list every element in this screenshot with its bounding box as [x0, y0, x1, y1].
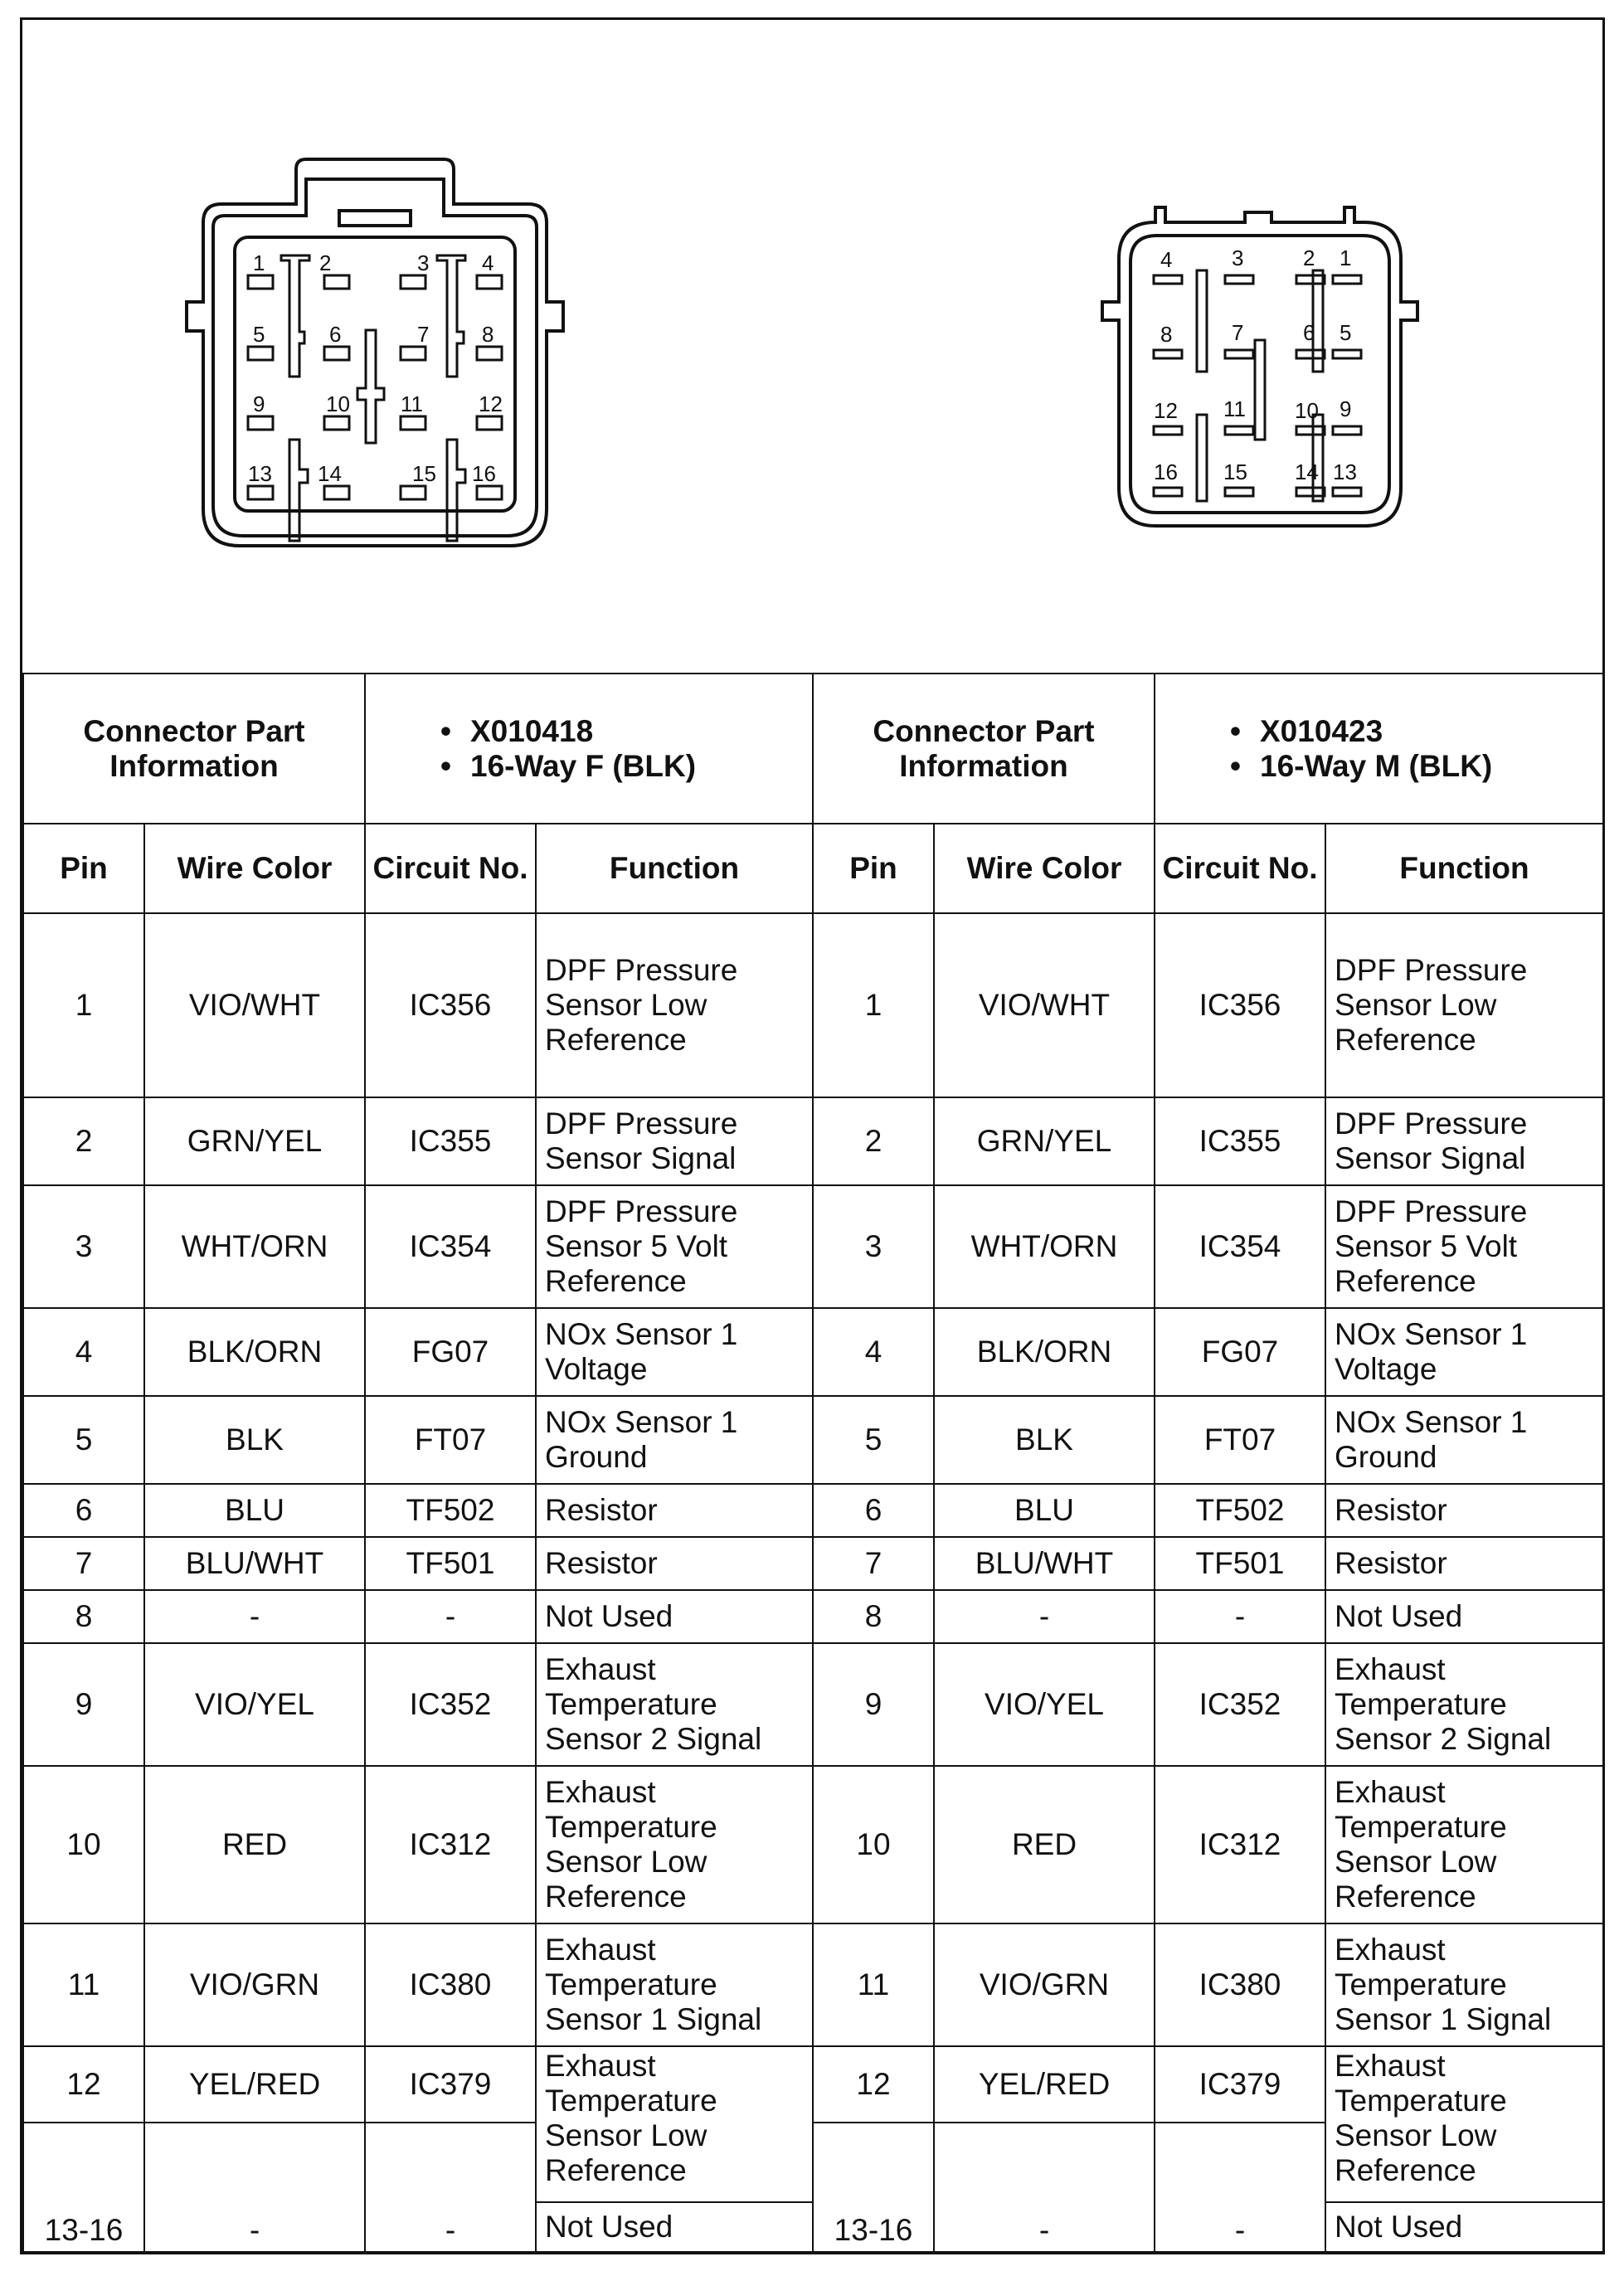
left-pin-label: 9	[253, 391, 265, 416]
wire-color-cell: VIO/GRN	[934, 1923, 1155, 2046]
function-cell: DPF Pressure Sensor 5 Volt Reference	[536, 1185, 813, 1308]
connector-sheet	[20, 17, 1605, 2254]
header-function: Function	[1325, 824, 1603, 913]
function-cell: Resistor	[1325, 1537, 1603, 1590]
circuit-cell: IC354	[365, 1185, 536, 1308]
function-cell: Resistor	[536, 1537, 813, 1590]
header-pin: Pin	[813, 824, 934, 913]
pin-cell: 7	[23, 1537, 144, 1590]
wire-color-cell: BLK	[144, 1396, 365, 1484]
left-pin-label: 5	[253, 322, 265, 347]
function-cell: NOx Sensor 1 Ground	[1325, 1396, 1603, 1484]
function-cell: Exhaust Temperature Sensor 1 Signal	[1325, 1923, 1603, 2046]
function-cell: Resistor	[1325, 1484, 1603, 1537]
wire-color-cell: BLU/WHT	[144, 1537, 365, 1590]
right-pin-label: 16	[1154, 460, 1178, 484]
pin-cell: 13-16	[23, 2123, 144, 2252]
pin-cell: 11	[813, 1923, 934, 2046]
right-pin-label: 10	[1295, 398, 1319, 423]
right-pin-label: 14	[1295, 460, 1319, 484]
left-pin-label: 14	[318, 461, 342, 486]
connector-description: • 16-Way F (BLK)	[440, 749, 812, 784]
table-row	[23, 1590, 1603, 1643]
pin-cell: 8	[23, 1590, 144, 1643]
right-pin-label: 12	[1154, 398, 1178, 423]
connector-female-face-icon	[163, 144, 595, 609]
table-row	[23, 1097, 1603, 1185]
header-pin: Pin	[23, 824, 144, 913]
left-pin-label: 7	[417, 322, 430, 347]
wire-color-cell: WHT/ORN	[934, 1185, 1155, 1308]
wire-color-cell: RED	[934, 1766, 1155, 1923]
pin-cell: 2	[23, 1097, 144, 1185]
pin-cell: 13-16	[813, 2123, 934, 2252]
pin-cell: 10	[23, 1766, 144, 1923]
right-pin-label: 2	[1303, 246, 1315, 270]
wire-color-cell: BLK	[934, 1396, 1155, 1484]
circuit-cell: FG07	[1155, 1308, 1325, 1396]
function-cell: Not Used	[1325, 2202, 1603, 2252]
pin-cell: 3	[813, 1185, 934, 1308]
circuit-cell: IC312	[1155, 1766, 1325, 1923]
circuit-cell: IC354	[1155, 1185, 1325, 1308]
right-pin-label: 5	[1340, 320, 1352, 345]
function-cell: Exhaust Temperature Sensor 2 Signal	[1325, 1643, 1603, 1766]
left-pin-label: 11	[401, 391, 423, 416]
left-pin-label: 16	[472, 461, 496, 486]
left-pin-label: 15	[412, 461, 436, 486]
right-pin-label: 9	[1340, 396, 1352, 421]
circuit-cell: IC352	[1155, 1643, 1325, 1766]
pin-cell: 10	[813, 1766, 934, 1923]
circuit-cell: FT07	[365, 1396, 536, 1484]
connector-description: • 16-Way M (BLK)	[1230, 749, 1602, 784]
wire-color-cell: VIO/YEL	[934, 1643, 1155, 1766]
wire-color-cell: -	[144, 2123, 365, 2252]
pin-cell: 7	[813, 1537, 934, 1590]
function-cell: NOx Sensor 1 Voltage	[536, 1308, 813, 1396]
wire-color-cell: YEL/RED	[144, 2046, 365, 2123]
table-row	[23, 1766, 1603, 1923]
left-pin-label: 8	[482, 322, 494, 347]
circuit-cell: IC356	[365, 913, 536, 1097]
function-cell: DPF Pressure Sensor Signal	[1325, 1097, 1603, 1185]
function-cell: Exhaust Temperature Sensor Low Reference	[1325, 2046, 1603, 2202]
right-pin-label: 11	[1223, 396, 1246, 421]
left-pin-label: 6	[329, 322, 342, 347]
pin-cell: 11	[23, 1923, 144, 2046]
pin-cell: 6	[813, 1484, 934, 1537]
header-wire-color: Wire Color	[934, 824, 1155, 913]
header-function: Function	[536, 824, 813, 913]
left-pin-label: 10	[326, 391, 350, 416]
wire-color-cell: WHT/ORN	[144, 1185, 365, 1308]
function-cell: Not Used	[536, 1590, 813, 1643]
connector-diagram-area	[22, 20, 1602, 673]
function-cell: Not Used	[1325, 1590, 1603, 1643]
circuit-cell: IC356	[1155, 913, 1325, 1097]
pin-cell: 9	[23, 1643, 144, 1766]
wire-color-cell: -	[934, 2123, 1155, 2252]
wire-color-cell: -	[934, 1590, 1155, 1643]
left-pin-label: 1	[253, 250, 265, 275]
left-pin-label: 3	[417, 250, 430, 275]
right-pin-label: 4	[1160, 247, 1173, 272]
function-cell: NOx Sensor 1 Voltage	[1325, 1308, 1603, 1396]
function-cell: Exhaust Temperature Sensor 2 Signal	[536, 1643, 813, 1766]
function-cell: DPF Pressure Sensor 5 Volt Reference	[1325, 1185, 1603, 1308]
right-pin-label: 15	[1223, 460, 1247, 484]
circuit-cell: TF501	[365, 1537, 536, 1590]
circuit-cell: TF502	[1155, 1484, 1325, 1537]
pin-cell: 6	[23, 1484, 144, 1537]
circuit-cell: FG07	[365, 1308, 536, 1396]
wire-color-cell: BLU/WHT	[934, 1537, 1155, 1590]
pin-cell: 1	[23, 913, 144, 1097]
circuit-cell: -	[1155, 1590, 1325, 1643]
pin-cell: 9	[813, 1643, 934, 1766]
pin-cell: 4	[23, 1308, 144, 1396]
table-row	[23, 1643, 1603, 1766]
function-cell: DPF Pressure Sensor Low Reference	[536, 913, 813, 1097]
function-cell: Resistor	[536, 1484, 813, 1537]
header-circuit: Circuit No.	[1155, 824, 1325, 913]
circuit-cell: IC380	[365, 1923, 536, 2046]
wire-color-cell: GRN/YEL	[144, 1097, 365, 1185]
function-cell: Exhaust Temperature Sensor Low Reference	[536, 1766, 813, 1923]
function-cell: Exhaust Temperature Sensor Low Reference	[1325, 1766, 1603, 1923]
pin-cell: 12	[813, 2046, 934, 2123]
right-pin-label: 1	[1340, 246, 1352, 270]
pin-cell: 12	[23, 2046, 144, 2123]
function-cell: DPF Pressure Sensor Signal	[536, 1097, 813, 1185]
wire-color-cell: YEL/RED	[934, 2046, 1155, 2123]
table-row	[23, 1537, 1603, 1590]
function-cell: Exhaust Temperature Sensor 1 Signal	[536, 1923, 813, 2046]
pin-cell: 2	[813, 1097, 934, 1185]
function-cell: NOx Sensor 1 Ground	[536, 1396, 813, 1484]
table-row	[23, 1308, 1603, 1396]
table-row	[23, 1185, 1603, 1308]
wire-color-cell: BLU	[144, 1484, 365, 1537]
function-cell: Exhaust Temperature Sensor Low Reference	[536, 2046, 813, 2202]
circuit-cell: IC379	[1155, 2046, 1325, 2123]
wire-color-cell: VIO/GRN	[144, 1923, 365, 2046]
circuit-cell: IC355	[365, 1097, 536, 1185]
left-pin-label: 13	[248, 461, 272, 486]
circuit-cell: TF502	[365, 1484, 536, 1537]
circuit-cell: -	[365, 2123, 536, 2252]
right-pin-label: 3	[1232, 246, 1244, 270]
pin-cell: 1	[813, 913, 934, 1097]
wire-color-cell: BLK/ORN	[934, 1308, 1155, 1396]
connector-part-info-value	[365, 674, 813, 824]
function-cell: Not Used	[536, 2202, 813, 2252]
wire-color-cell: VIO/WHT	[144, 913, 365, 1097]
connector-part-info-label: Connector Part Information	[813, 674, 1155, 824]
wire-color-cell: BLU	[934, 1484, 1155, 1537]
wire-color-cell: GRN/YEL	[934, 1097, 1155, 1185]
pinout-table	[22, 673, 1604, 2253]
wire-color-cell: -	[144, 1590, 365, 1643]
part-number: • X010418	[440, 714, 812, 749]
circuit-cell: -	[1155, 2123, 1325, 2252]
table-row	[23, 1923, 1603, 2046]
wire-color-cell: RED	[144, 1766, 365, 1923]
right-pin-label: 13	[1333, 460, 1357, 484]
function-cell: DPF Pressure Sensor Low Reference	[1325, 913, 1603, 1097]
left-pin-label: 2	[319, 250, 332, 275]
left-pin-label: 12	[479, 391, 503, 416]
connector-part-info-value	[1155, 674, 1603, 824]
header-circuit: Circuit No.	[365, 824, 536, 913]
pin-cell: 5	[23, 1396, 144, 1484]
table-row	[23, 2046, 1603, 2123]
header-wire-color: Wire Color	[144, 824, 365, 913]
circuit-cell: IC380	[1155, 1923, 1325, 2046]
table-row	[23, 1396, 1603, 1484]
connector-part-info-label: Connector Part Information	[23, 674, 365, 824]
circuit-cell: FT07	[1155, 1396, 1325, 1484]
pin-cell: 5	[813, 1396, 934, 1484]
circuit-cell: -	[365, 1590, 536, 1643]
circuit-cell: IC379	[365, 2046, 536, 2123]
connector-male-face-icon	[1059, 178, 1441, 542]
part-number: • X010423	[1230, 714, 1602, 749]
circuit-cell: IC312	[365, 1766, 536, 1923]
pin-cell: 3	[23, 1185, 144, 1308]
table-row	[23, 913, 1603, 1097]
circuit-cell: TF501	[1155, 1537, 1325, 1590]
pin-cell: 4	[813, 1308, 934, 1396]
right-pin-label: 8	[1160, 322, 1173, 347]
wire-color-cell: VIO/YEL	[144, 1643, 365, 1766]
table-row	[23, 1484, 1603, 1537]
circuit-cell: IC352	[365, 1643, 536, 1766]
pin-cell: 8	[813, 1590, 934, 1643]
right-pin-label: 6	[1303, 320, 1315, 345]
wire-color-cell: VIO/WHT	[934, 913, 1155, 1097]
circuit-cell: IC355	[1155, 1097, 1325, 1185]
left-pin-label: 4	[482, 250, 494, 275]
right-pin-label: 7	[1232, 320, 1244, 345]
wire-color-cell: BLK/ORN	[144, 1308, 365, 1396]
